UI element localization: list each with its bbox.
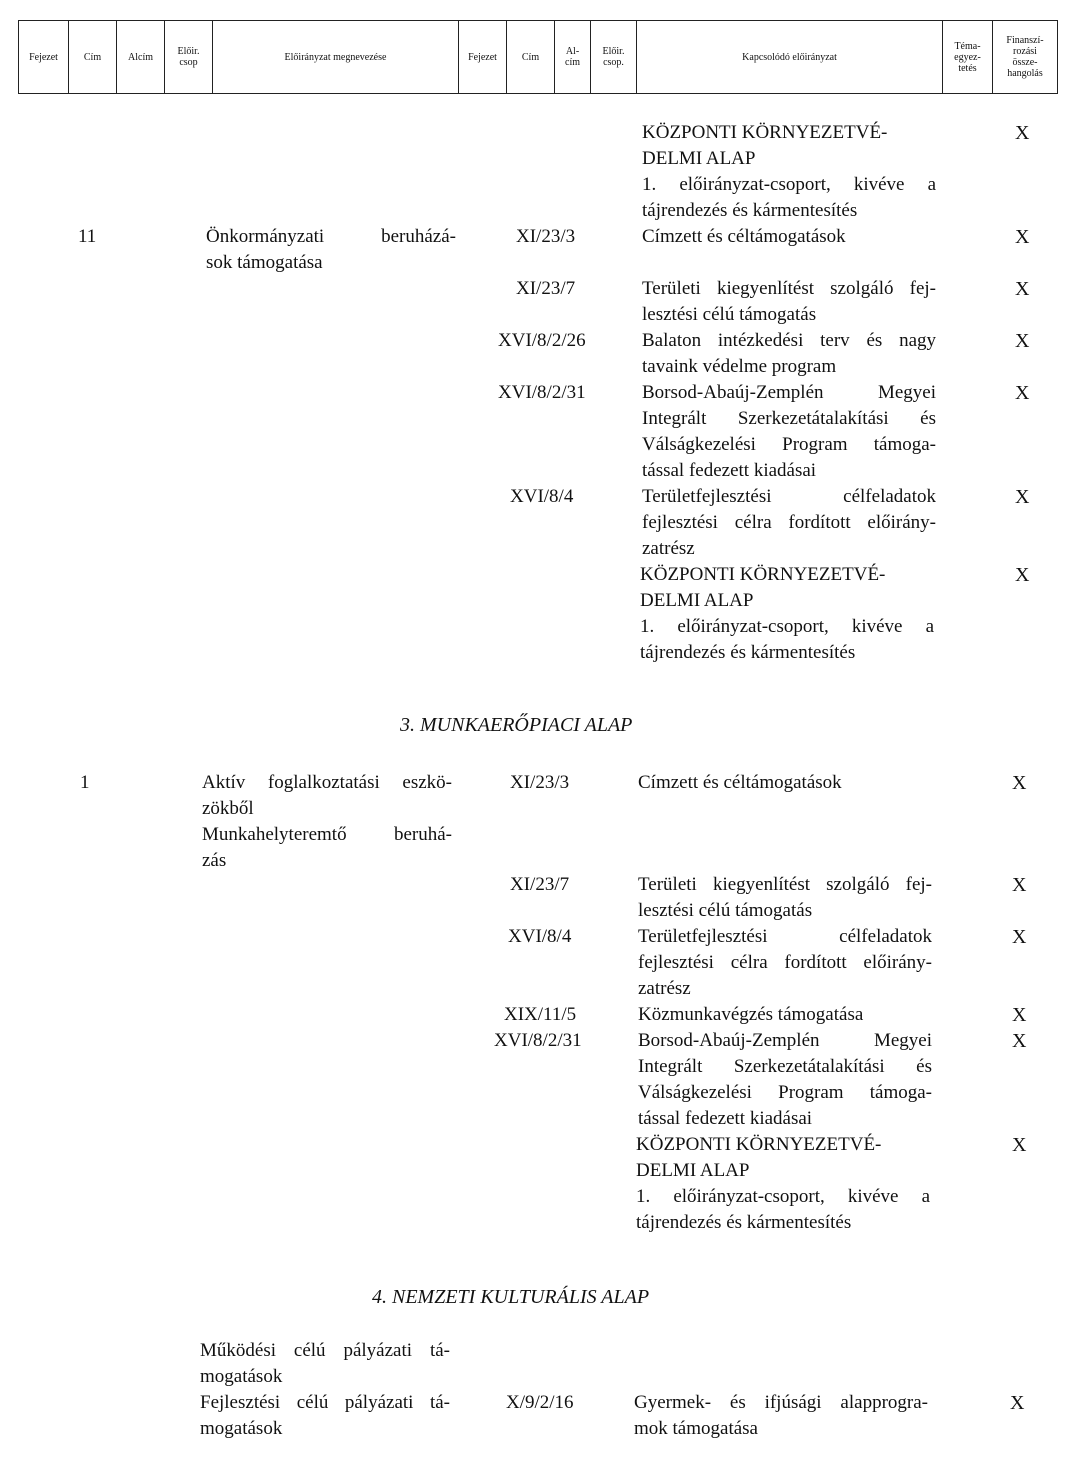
finance-mark: X bbox=[1012, 1134, 1027, 1156]
finance-mark: X bbox=[1015, 486, 1030, 508]
header-kapcsolodo-eloiranyzat: Kapcsolódó előirányzat bbox=[637, 21, 943, 93]
related-code: XVI/8/2/26 bbox=[498, 330, 586, 351]
related-appropriation: Területfejlesztési célfeladatok fejlesztési célra fordított előirány- zatrész bbox=[638, 926, 932, 999]
appropriation-name: Aktív foglalkoztatási eszkö- zökből Munkahelyteremtő beruhá- zás bbox=[202, 772, 452, 871]
finance-mark: X bbox=[1012, 772, 1027, 794]
header-alcim-2: Al- cím bbox=[555, 21, 591, 93]
finance-mark: X bbox=[1015, 226, 1030, 248]
header-eloiranyzat-megnevezese: Előirányzat megnevezése bbox=[213, 21, 459, 93]
header-eloir-csop: Előir. csop bbox=[165, 21, 213, 93]
finance-mark: X bbox=[1012, 926, 1027, 948]
header-alcim: Alcím bbox=[117, 21, 165, 93]
related-appropriation: Címzett és céltámogatások bbox=[638, 772, 842, 793]
related-code: XVI/8/4 bbox=[508, 926, 572, 947]
finance-mark: X bbox=[1012, 1004, 1027, 1026]
related-appropriation: Borsod-Abaúj-Zemplén Megyei Integrált Szerkezetátalakítási és Válságkezelési Program támoga- tással fedezett kiadásai bbox=[642, 382, 936, 481]
related-code: XI/23/7 bbox=[516, 278, 576, 299]
column-header-table bbox=[18, 20, 1058, 94]
header-cim-2: Cím bbox=[507, 21, 555, 93]
related-code: XVI/8/4 bbox=[510, 486, 574, 507]
related-code: XI/23/3 bbox=[516, 226, 576, 247]
finance-mark: X bbox=[1010, 1392, 1025, 1414]
finance-mark: X bbox=[1012, 1030, 1027, 1052]
section-heading: 3. MUNKAERŐPIACI ALAP bbox=[400, 714, 633, 736]
appropriation-name: Működési célú pályázati tá- mogatások bbox=[200, 1340, 450, 1387]
related-code: X/9/2/16 bbox=[506, 1392, 574, 1413]
related-appropriation: KÖZPONTI KÖRNYEZETVÉ- DELMI ALAP 1. előirányzat-csoport, kivéve a tájrendezés és kármentesítés bbox=[640, 564, 934, 663]
related-code: XVI/8/2/31 bbox=[494, 1030, 582, 1051]
header-eloir-csop-2: Előir. csop. bbox=[591, 21, 637, 93]
header-finanszirozasi-osszehangolas: Finanszí- rozási össze- hangolás bbox=[1006, 35, 1044, 79]
title-number: 1 bbox=[80, 772, 90, 793]
finance-mark: X bbox=[1015, 564, 1030, 586]
related-code: XIX/11/5 bbox=[504, 1004, 577, 1025]
header-fejezet-2: Fejezet bbox=[459, 21, 507, 93]
finance-mark: X bbox=[1015, 122, 1030, 144]
related-code: XVI/8/2/31 bbox=[498, 382, 586, 403]
header-temaegyeztetes: Téma- egyez- tetés bbox=[943, 21, 993, 93]
related-appropriation: KÖZPONTI KÖRNYEZETVÉ- DELMI ALAP 1. előirányzat-csoport, kivéve a tájrendezés és kármentesítés bbox=[642, 122, 936, 221]
title-number: 11 bbox=[78, 226, 97, 247]
appropriation-name: Fejlesztési célú pályázati tá- mogatások bbox=[200, 1392, 450, 1439]
header-cim: Cím bbox=[69, 21, 117, 93]
finance-mark: X bbox=[1015, 382, 1030, 404]
related-code: XI/23/3 bbox=[510, 772, 570, 793]
related-appropriation: Területi kiegyenlítést szolgáló fej- lesztési célú támogatás bbox=[642, 278, 936, 325]
finance-mark: X bbox=[1015, 278, 1030, 300]
appropriation-name: Önkormányzati beruházá- sok támogatása bbox=[206, 226, 456, 273]
related-appropriation: Borsod-Abaúj-Zemplén Megyei Integrált Szerkezetátalakítási és Válságkezelési Program támoga- tással fedezett kiadásai bbox=[638, 1030, 932, 1129]
header-fejezet: Fejezet bbox=[19, 21, 69, 93]
related-appropriation: KÖZPONTI KÖRNYEZETVÉ- DELMI ALAP 1. előirányzat-csoport, kivéve a tájrendezés és kármentesítés bbox=[636, 1134, 930, 1233]
finance-mark: X bbox=[1012, 874, 1027, 896]
related-appropriation: Címzett és céltámogatások bbox=[642, 226, 846, 247]
related-appropriation: Területfejlesztési célfeladatok fejlesztési célra fordított előirány- zatrész bbox=[642, 486, 936, 559]
section-heading: 4. NEMZETI KULTURÁLIS ALAP bbox=[372, 1286, 650, 1308]
related-appropriation: Balaton intézkedési terv és nagy tavaink védelme program bbox=[642, 330, 936, 377]
related-code: XI/23/7 bbox=[510, 874, 570, 895]
related-appropriation: Közmunkavégzés támogatása bbox=[638, 1004, 864, 1025]
finance-mark: X bbox=[1015, 330, 1030, 352]
related-appropriation: Gyermek- és ifjúsági alapprogra- mok támogatása bbox=[634, 1392, 928, 1439]
related-appropriation: Területi kiegyenlítést szolgáló fej- lesztési célú támogatás bbox=[638, 874, 932, 921]
